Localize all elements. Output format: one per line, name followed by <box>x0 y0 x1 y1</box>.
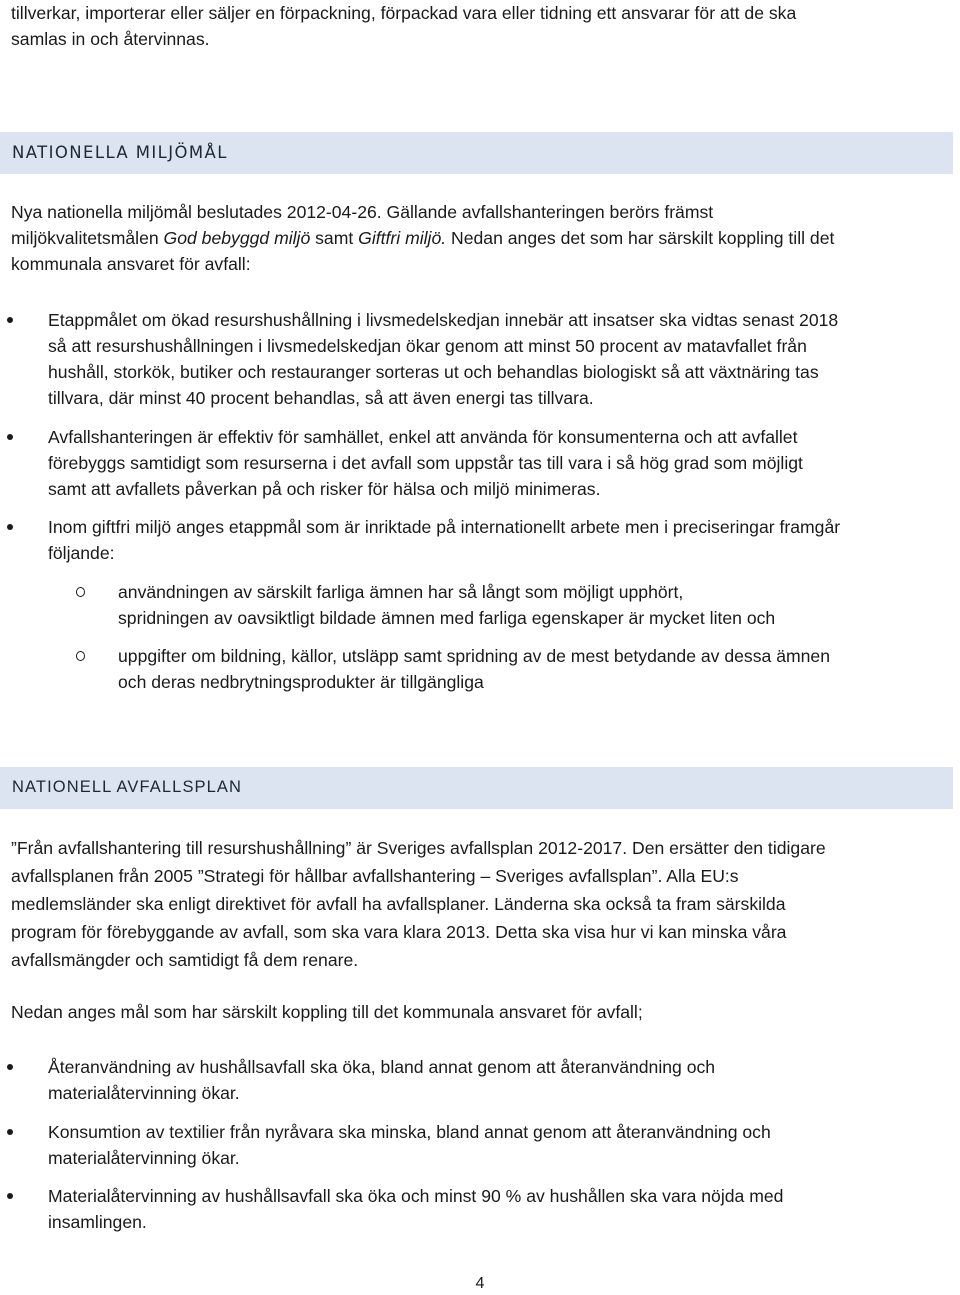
text-line: följande: <box>48 543 115 563</box>
bullet-icon <box>7 1129 13 1135</box>
text-line: Etappmålet om ökad resurshushållning i livsmedelskedjan innebär att insatser ska vidtas senast 2018 <box>48 310 839 330</box>
text-line <box>11 225 946 251</box>
text-line: Återanvändning av hushållsavfall ska öka, bland annat genom att återanvändning och <box>48 1057 716 1077</box>
bullet-icon <box>7 1064 13 1070</box>
bullet-icon <box>7 317 13 323</box>
text-line: samt att avfallets påverkan på och risker för hälsa och miljö minimeras. <box>48 479 601 499</box>
text-line: tillvara, där minst 40 procent behandlas, så att även energi tas tillvara. <box>48 388 594 408</box>
intro-paragraph <box>11 0 946 52</box>
bullet-icon <box>7 434 13 440</box>
circle-bullet-icon <box>76 651 85 661</box>
text-run: samt <box>310 228 359 248</box>
text-line: ”Från avfallshantering till resurshushållning” är Sveriges avfallsplan 2012-2017. Den ersätter den tidigare <box>11 838 826 858</box>
page-number: 4 <box>475 1275 485 1292</box>
text-line: tillverkar, importerar eller säljer en förpackning, förpackad vara eller tidning ett ansvarar för att de ska <box>11 3 797 23</box>
text-line: användningen av särskilt farliga ämnen har så långt som möjligt upphört, <box>118 582 684 602</box>
text-line: insamlingen. <box>48 1212 147 1232</box>
text-line: Konsumtion av textilier från nyråvara ska minska, bland annat genom att återanvändning och <box>48 1122 771 1142</box>
section-heading-nationella-miljomal <box>0 132 953 174</box>
text-line: Inom giftfri miljö anges etappmål som är inriktade på internationellt arbete men i preciseringar framgår <box>48 517 841 537</box>
bullet-icon <box>7 1193 13 1199</box>
section-heading-nationell-avfallsplan <box>0 767 953 809</box>
text-line: materialåtervinning ökar. <box>48 1083 240 1103</box>
text-line: materialåtervinning ökar. <box>48 1148 240 1168</box>
circle-bullet-icon <box>76 587 85 597</box>
section-heading-text: NATIONELLA MILJÖMÅL <box>12 143 228 162</box>
text-line: förebyggs samtidigt som resurserna i det avfall som uppstår tas till vara i så hög grad som möjligt <box>48 453 803 473</box>
text-line: avfallsmängder och samtidigt få dem renare. <box>11 950 359 970</box>
text-line: avfallsplanen från 2005 ”Strategi för hållbar avfallshantering – Sveriges avfallsplan”. Alla EU:s <box>11 866 739 886</box>
text-line: program för förebyggande av avfall, som ska vara klara 2013. Detta ska visa hur vi kan minska våra <box>11 922 787 942</box>
text-line: Nedan anges mål som har särskilt koppling till det kommunala ansvaret för avfall; <box>11 1002 643 1022</box>
section-heading-text: NATIONELL AVFALLSPLAN <box>12 778 243 796</box>
text-line: uppgifter om bildning, källor, utsläpp samt spridning av de mest betydande av dessa ämnen <box>118 646 830 666</box>
text-line: Avfallshanteringen är effektiv för samhället, enkel att använda för konsumenterna och att avfallet <box>48 427 798 447</box>
text-line: så att resurshushållningen i livsmedelskedjan ökar genom att minst 50 procent av matavfallet från <box>48 336 807 356</box>
text-line: Materialåtervinning av hushållsavfall ska öka och minst 90 % av hushållen ska vara nöjda med <box>48 1186 784 1206</box>
emphasis-god-bebyggd-miljo: God bebyggd miljö <box>163 228 311 248</box>
bullet-icon <box>7 524 13 530</box>
miljomal-intro-paragraph <box>11 199 946 277</box>
text-line: samlas in och återvinnas. <box>11 29 210 49</box>
text-line: Nya nationella miljömål beslutades 2012-04-26. Gällande avfallshanteringen berörs främst <box>11 202 714 222</box>
avfallsplan-paragraph <box>11 834 946 974</box>
text-run: Nedan anges det som har särskilt koppling till det <box>446 228 835 248</box>
text-line: spridningen av oavsiktligt bildade ämnen med farliga egenskaper är mycket liten och <box>118 608 776 628</box>
text-line: medlemsländer ska enligt direktivet för avfall ha avfallsplaner. Länderna ska också ta fram särskilda <box>11 894 786 914</box>
emphasis-giftfri-miljo: Giftfri miljö. <box>358 228 447 248</box>
text-line: hushåll, storkök, butiker och restauranger sorteras ut och behandlas biologiskt så att växtnäring tas <box>48 362 819 382</box>
text-line: och deras nedbrytningsprodukter är tillgängliga <box>118 672 484 692</box>
text-line: kommunala ansvaret för avfall: <box>11 254 251 274</box>
avfallsplan-goals-intro <box>11 999 946 1025</box>
text-run: miljökvalitetsmålen <box>11 228 164 248</box>
